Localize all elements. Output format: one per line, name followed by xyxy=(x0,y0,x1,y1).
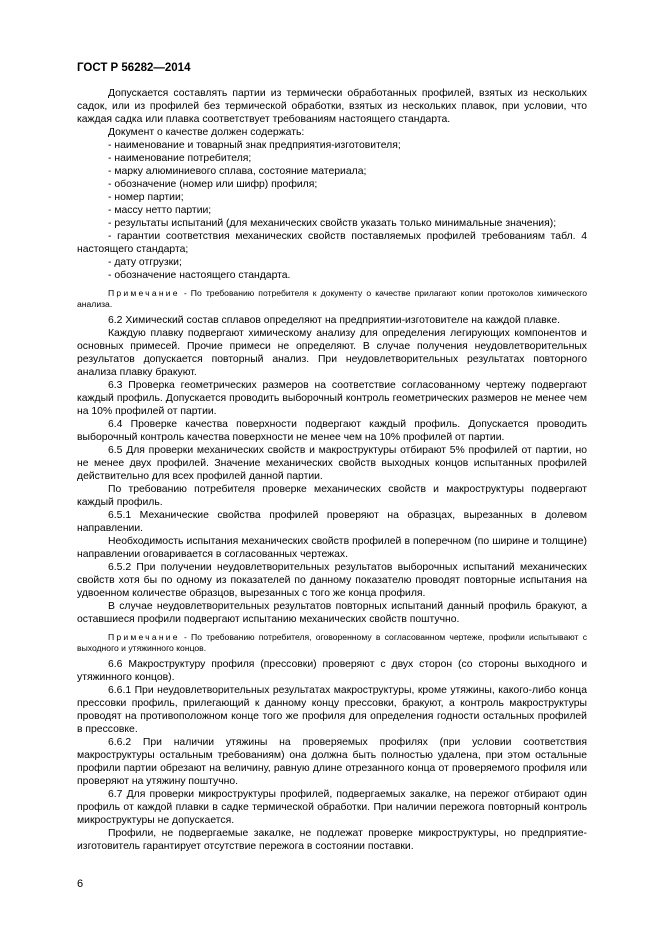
paragraph: 6.5 Для проверки механических свойств и макроструктуры отбирают 5% профилей от партии, но не менее двух профилей. Значение механических свойств выходных концов испытанных профилей действительно для всех профилей данной партии. xyxy=(77,445,587,482)
paragraph: 6.2 Химический состав сплавов определяют на предприятии-изготовителе на каждой плавке. xyxy=(108,315,561,326)
paragraph: 6.3 Проверка геометрических размеров на соответствие согласованному чертежу подвергают каждый профиль. Допускается проводить выборочный контроль геометрических размеров не менее чем на 10% профилей от партии. xyxy=(77,380,587,417)
paragraph: В случае неудовлетворительных результатов повторных испытаний данный профиль бракуют, а оставшиеся профили подвергают испытанию механических свойств поштучно. xyxy=(77,601,587,625)
list-item: - массу нетто партии; xyxy=(108,205,212,216)
paragraph: 6.4 Проверке качества поверхности подвергают каждый профиль. Допускается проводить выборочный контроль качества поверхности не менее чем на 10% профилей от партии. xyxy=(77,419,587,443)
list-item: - дату отгрузки; xyxy=(108,257,182,268)
list-item: - обозначение (номер или шифр) профиля; xyxy=(108,179,318,190)
paragraph: 6.5.1 Механические свойства профилей проверяют на образцах, вырезанных в долевом направлении. xyxy=(77,510,587,534)
paragraph: 6.5.2 При получении неудовлетворительных результатов выборочных испытаний механических свойств хотя бы по одному из показателей по данному показателю проводят повторные испытания на удвоенном количестве образцов, вырезанных с того же конца профиля. xyxy=(77,562,587,599)
paragraph: По требованию потребителя проверке механических свойств и макроструктуры подвергают каждый профиль. xyxy=(77,484,587,508)
list-item: - обозначение настоящего стандарта. xyxy=(108,270,291,281)
list-item: - марку алюминиевого сплава, состояние материала; xyxy=(108,166,367,177)
paragraph: 6.7 Для проверки микроструктуры профилей, подвергаемых закалке, на пережог отбирают один профиль от каждой плавки в садке термической обработки. При наличии пережога повторный контроль микроструктуры не допускается. xyxy=(77,789,587,826)
list-item: - номер партии; xyxy=(108,192,184,203)
paragraph: Необходимость испытания механических свойств профилей в поперечном (по ширине и толщине) направлении оговаривается в согласованных чертежах. xyxy=(77,536,587,560)
document-body xyxy=(77,87,587,853)
note-text: - По требованию потребителя к документу о качестве прилагают копии протоколов химического анализа. xyxy=(77,288,587,309)
paragraph: Документ о качестве должен содержать: xyxy=(108,127,305,138)
list-item: - результаты испытаний (для механических свойств указать только минимальные значения); xyxy=(108,218,557,229)
page-number: 6 xyxy=(77,878,84,890)
paragraph: Допускается составлять партии из термически обработанных профилей, взятых из нескольких садок, или из профилей без термической обработки, взятых из нескольких плавок, при условии, что каждая садка или плавка соответствует требованиям настоящего стандарта. xyxy=(77,88,587,125)
paragraph: 6.6.2 При наличии утяжины на проверяемых профилях (при условии соответствия макроструктуры остальным требованиям) она должна быть полностью удалена, при этом остальные профили партии обрезают на величину, равную длине отрезанного конца от проверяемого профиля или проверяют на утяжину поштучно. xyxy=(77,737,587,787)
list-item: - наименование и товарный знак предприятия-изготовителя; xyxy=(108,140,401,151)
paragraph: 6.6.1 При неудовлетворительных результатах макроструктуры, кроме утяжины, какого-либо конца прессовки профиль, прилегающий к данному концу прессовки, бракуют, а контроль макроструктуры проводят на противоположном конце того же профиля для определения годности остальных профилей в прессовке. xyxy=(77,685,587,735)
list-item: - наименование потребителя; xyxy=(108,153,252,164)
paragraph: Каждую плавку подвергают химическому анализу для определения легирующих компонентов и основных примесей. Прочие примеси не определяют. В случае получения неудовлетворительных результатов допускается повторный анализ. При неудовлетворительных результатах повторного анализа плавку бракуют. xyxy=(77,328,587,378)
note xyxy=(77,288,587,309)
list-item: - гарантии соответствия механических свойств поставляемых профилей требованиям табл. 4 настоящего стандарта; xyxy=(77,231,587,255)
note-label: Примечание xyxy=(108,632,180,642)
note-text: - По требованию потребителя, оговоренному в согласованном чертеже, профили испытывают с выходного и утяжинного концов. xyxy=(77,632,587,653)
note-label: Примечание xyxy=(108,288,180,298)
note xyxy=(77,632,587,653)
document-header: ГОСТ Р 56282—2014 xyxy=(77,62,191,74)
paragraph: 6.6 Макроструктуру профиля (прессовки) проверяют с двух сторон (со стороны выходного и утяжинного концов). xyxy=(77,659,587,683)
paragraph: Профили, не подвергаемые закалке, не подлежат проверке микроструктуры, но предприятие-изготовитель гарантирует отсутствие пережога в состоянии поставки. xyxy=(77,828,587,852)
